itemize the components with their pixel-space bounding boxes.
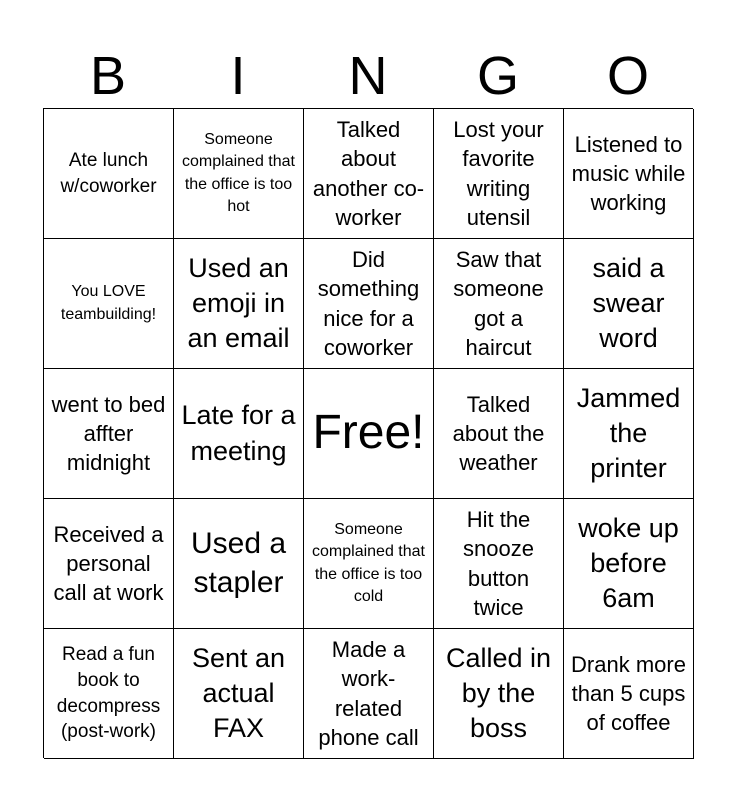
bingo-cell[interactable] (304, 499, 434, 629)
cell-text: said a swear word (592, 252, 665, 354)
bingo-cell[interactable] (174, 239, 304, 369)
cell-text: Listened to music while working (571, 131, 686, 216)
cell-text: Late for a meeting (181, 400, 296, 466)
cell-text: You LOVE teambuilding! (60, 283, 157, 323)
cell-text: Read a fun book to decompress (post-work) (56, 644, 161, 743)
bingo-cell[interactable] (304, 109, 434, 239)
cell-text: Talked about the weather (452, 391, 545, 476)
cell-text: Did something nice for a coworker (317, 247, 420, 360)
bingo-cell[interactable] (174, 369, 304, 499)
cell-text: Someone complained that the office is too hot (182, 130, 295, 215)
header-letter-n: N (348, 46, 388, 106)
bingo-cell[interactable] (564, 239, 694, 369)
cell-text: Someone complained that the office is too cold (312, 520, 425, 605)
bingo-card-grid (43, 108, 693, 758)
bingo-cell[interactable] (44, 109, 174, 239)
cell-text: Ate lunch w/coworker (60, 149, 157, 197)
free-space-cell[interactable] (304, 369, 434, 499)
cell-text: Saw that someone got a haircut (453, 247, 544, 360)
bingo-cell[interactable] (434, 629, 564, 759)
bingo-cell[interactable] (564, 629, 694, 759)
cell-text: Sent an actual FAX (191, 642, 286, 744)
bingo-cell[interactable] (434, 499, 564, 629)
cell-text: Talked about another co-worker (312, 117, 425, 230)
bingo-cell[interactable] (174, 629, 304, 759)
cell-text: Jammed the printer (576, 382, 681, 484)
header-letter-g: G (476, 46, 519, 106)
cell-text: Received a personal call at work (53, 521, 164, 606)
free-space-text: Free! (312, 406, 425, 460)
bingo-header (43, 44, 693, 108)
bingo-cell[interactable] (44, 499, 174, 629)
bingo-cell[interactable] (174, 109, 304, 239)
cell-text: Called in by the boss (445, 642, 552, 744)
header-letter-o: O (606, 46, 649, 106)
cell-text: Made a work-related phone call (318, 637, 419, 750)
cell-text: Lost your favorite writing utensil (453, 117, 544, 230)
cell-text: Hit the snooze button twice (463, 507, 534, 620)
bingo-cell[interactable] (44, 369, 174, 499)
cell-text: Used an emoji in an email (187, 252, 290, 354)
bingo-cell[interactable] (564, 109, 694, 239)
bingo-cell[interactable] (434, 369, 564, 499)
bingo-cell[interactable] (304, 239, 434, 369)
bingo-cell[interactable] (174, 499, 304, 629)
cell-text: Drank more than 5 cups of coffee (571, 651, 686, 736)
bingo-cell[interactable] (44, 629, 174, 759)
header-letter-i: I (230, 46, 246, 106)
cell-text: Used a stapler (190, 527, 287, 599)
cell-text: woke up before 6am (578, 512, 679, 614)
header-letter-b: B (89, 46, 127, 106)
bingo-cell[interactable] (434, 239, 564, 369)
bingo-cell[interactable] (564, 369, 694, 499)
bingo-cell[interactable] (564, 499, 694, 629)
bingo-cell[interactable] (434, 109, 564, 239)
cell-text: went to bed affter midnight (51, 391, 166, 476)
bingo-cell[interactable] (304, 629, 434, 759)
bingo-cell[interactable] (44, 239, 174, 369)
